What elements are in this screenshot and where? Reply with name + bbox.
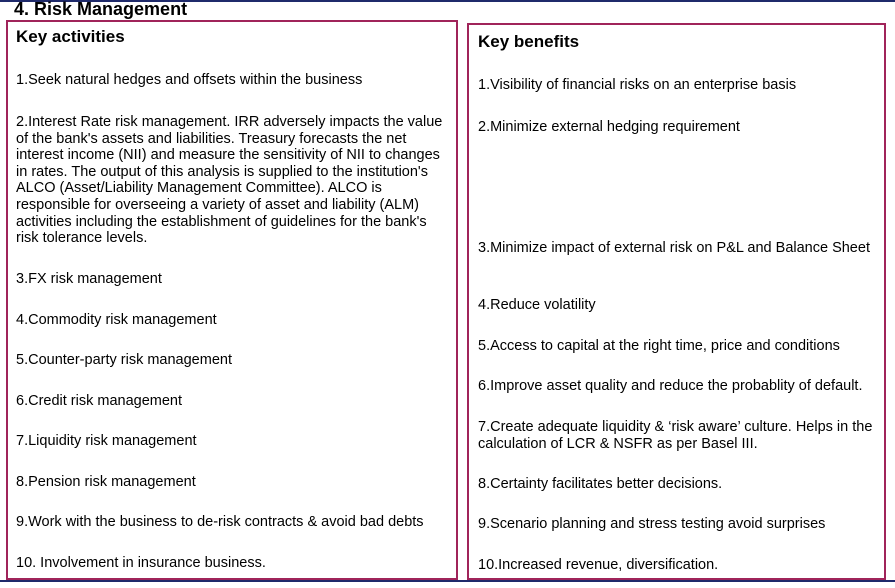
benefit-item-10: 10.Increased revenue, diversification.	[478, 557, 719, 573]
key-benefits-heading: Key benefits	[478, 32, 580, 51]
benefit-item-2: 2.Minimize external hedging requirement	[478, 119, 740, 135]
activity-item-9: 9.Work with the business to de-risk contracts & avoid bad debts	[16, 514, 424, 530]
key-benefits-panel	[467, 23, 886, 580]
activity-item-5: 5.Counter-party risk management	[16, 352, 232, 368]
page-title: 4. Risk Management	[14, 0, 188, 19]
benefit-item-7: 7.Create adequate liquidity & ‘risk aware’ culture. Helps in the calculation of LCR & NSFR as per Basel III.	[478, 419, 873, 452]
benefit-item-8: 8.Certainty facilitates better decisions.	[478, 476, 723, 492]
activity-item-6: 6.Credit risk management	[16, 393, 183, 409]
benefit-item-4: 4.Reduce volatility	[478, 297, 596, 313]
key-activities-heading: Key activities	[16, 27, 125, 46]
key-activities-panel	[6, 20, 458, 580]
benefit-item-1: 1.Visibility of financial risks on an enterprise basis	[478, 77, 797, 93]
activity-item-7: 7.Liquidity risk management	[16, 433, 197, 449]
benefit-item-3: 3.Minimize impact of external risk on P&L and Balance Sheet	[478, 240, 870, 256]
activity-item-3: 3.FX risk management	[16, 271, 162, 287]
activity-item-1: 1.Seek natural hedges and offsets within the business	[16, 72, 363, 88]
activity-item-8: 8.Pension risk management	[16, 474, 196, 490]
bottom-divider	[0, 580, 895, 582]
benefit-item-6: 6.Improve asset quality and reduce the probablity of default.	[478, 378, 863, 394]
activity-item-2: 2.Interest Rate risk management. IRR adversely impacts the value of the bank's assets and liabilities. Treasury forecasts the net interest income (NII) and measure the sensitivity of NII to changes in rates. The output of this analysis is supplied to the institution's ALCO (Asset/Liability Management Committee). ALCO is responsible for overseeing a variety of asset and liability (ALM) activities including the establishment of guidelines for the bank's risk tolerance levels.	[16, 114, 443, 247]
benefit-item-9: 9.Scenario planning and stress testing avoid surprises	[478, 516, 826, 532]
activity-item-10: 10. Involvement in insurance business.	[16, 555, 266, 571]
benefit-item-5: 5.Access to capital at the right time, price and conditions	[478, 338, 840, 354]
activity-item-4: 4.Commodity risk management	[16, 312, 217, 328]
